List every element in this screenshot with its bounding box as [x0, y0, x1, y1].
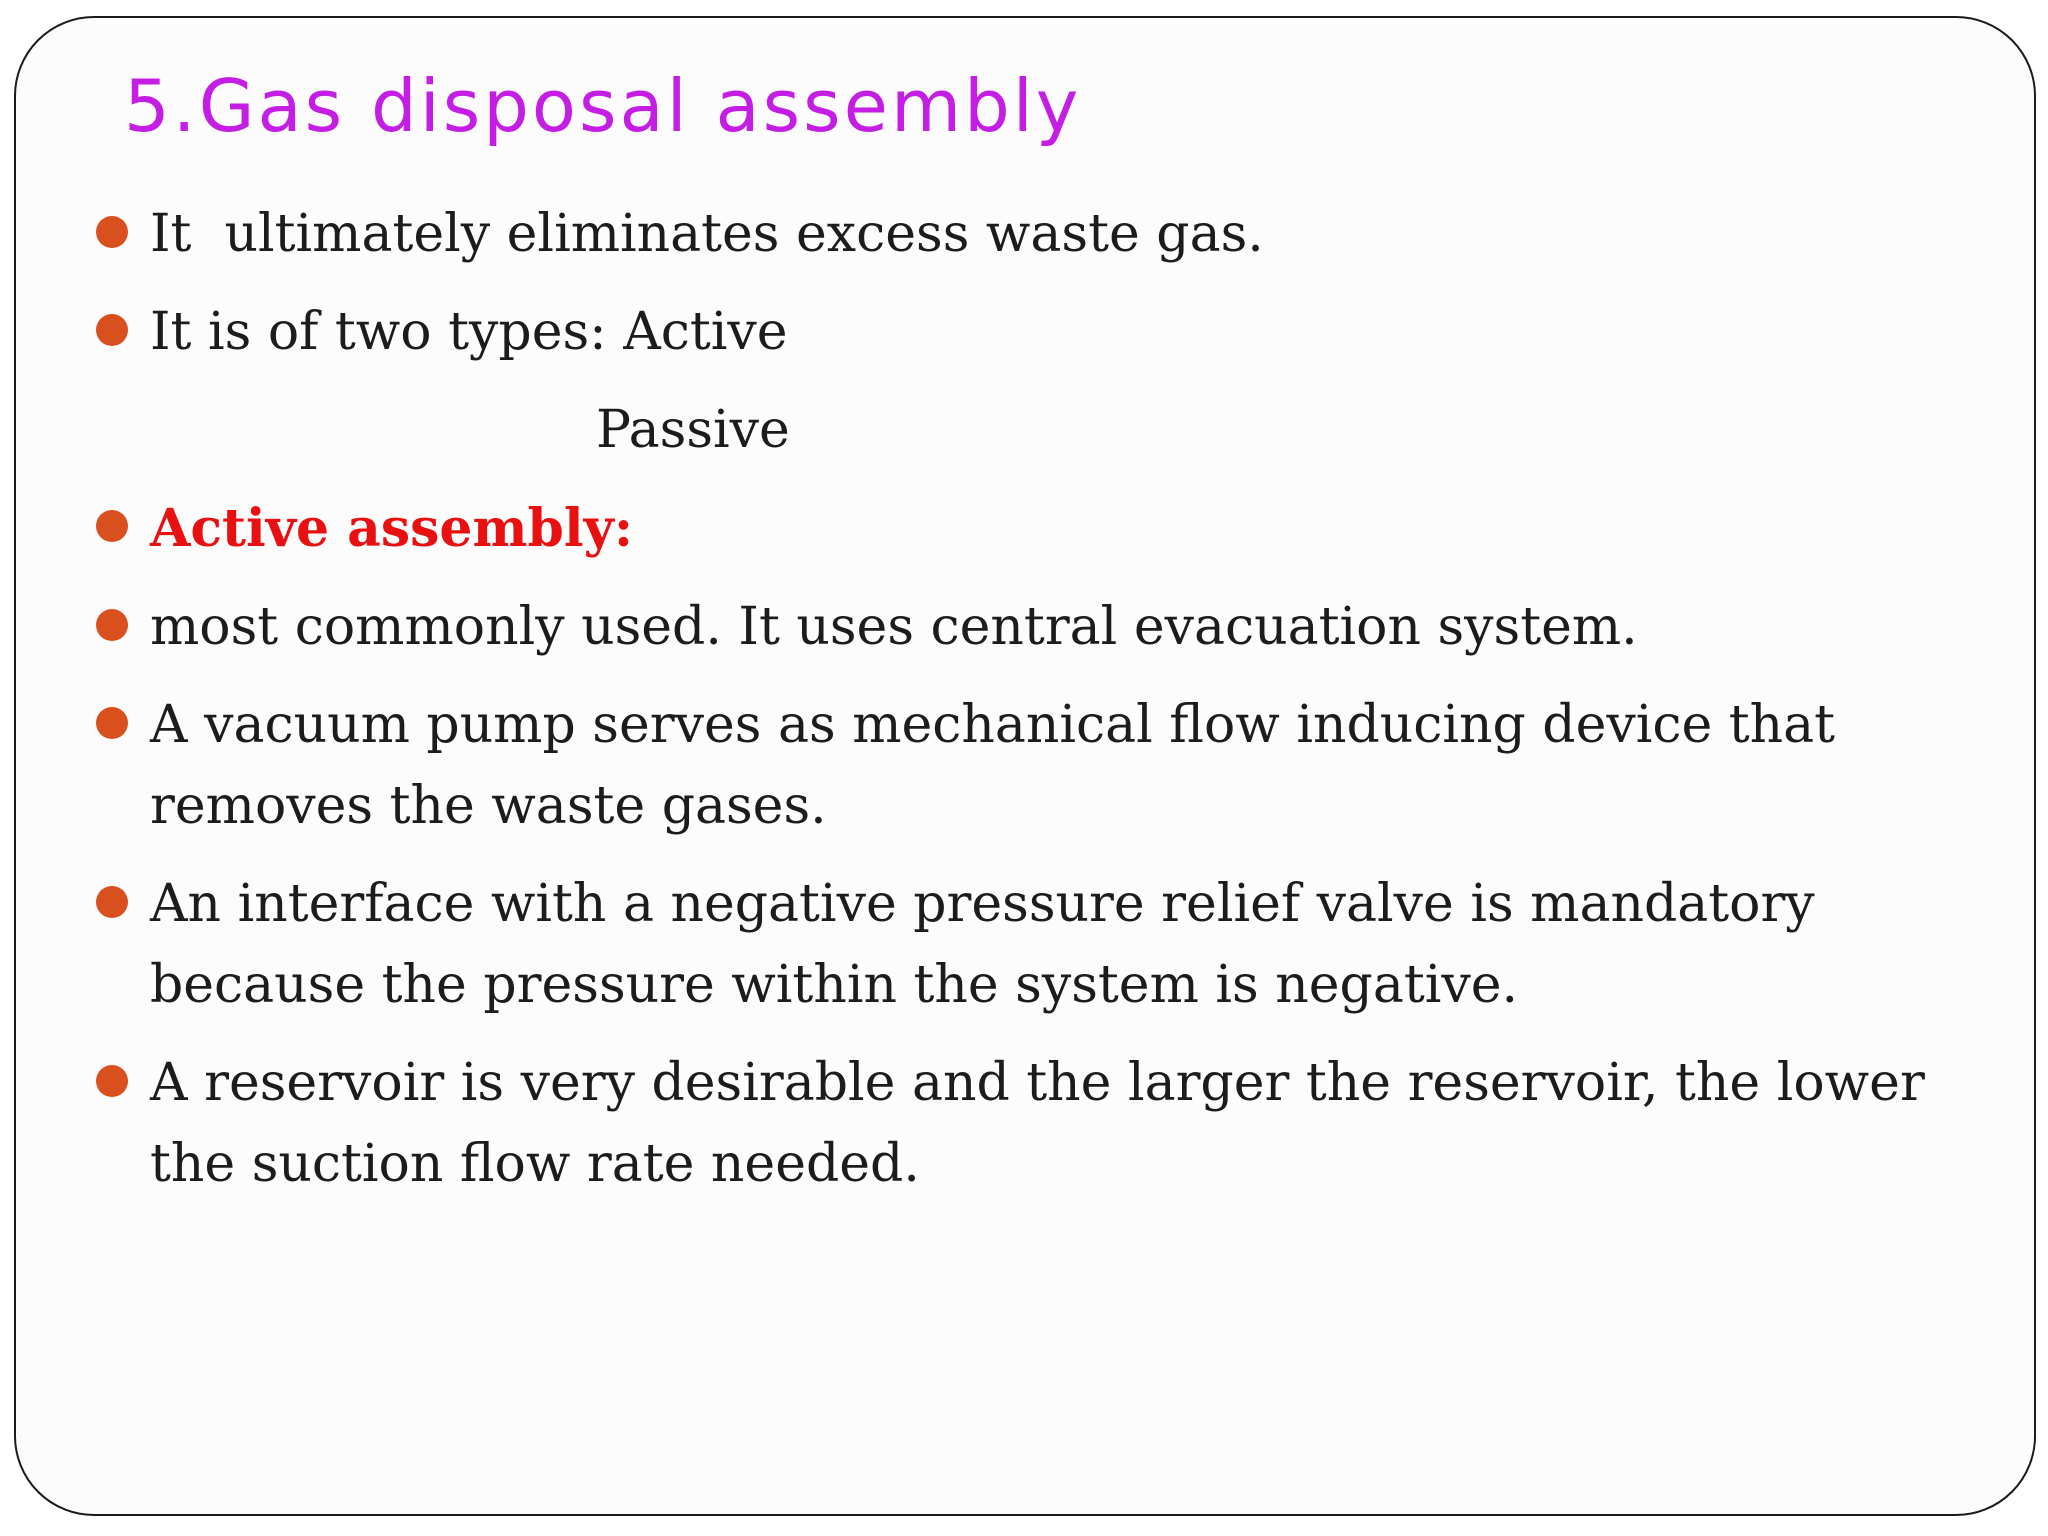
bullet-item [96, 864, 1976, 1026]
bullet-text: It ultimately eliminates excess waste gas. [150, 204, 1264, 264]
bullet-dot-icon [96, 510, 128, 542]
bullet-dot-icon [96, 609, 128, 641]
bullet-item [96, 194, 1976, 275]
bullet-text: most commonly used. It uses central evacuation system. [150, 597, 1638, 657]
bullet-dot-icon [96, 216, 128, 248]
bullet-text: It is of two types: Active [150, 302, 788, 362]
bullet-dot-icon [96, 314, 128, 346]
bullet-list [96, 194, 1976, 1222]
bullet-text: An interface with a negative pressure relief valve is mandatory because the pressure within the system is negative. [150, 874, 1848, 1015]
bullet-text: A reservoir is very desirable and the larger the reservoir, the lower the suction flow rate needed. [150, 1053, 1942, 1194]
bullet-item [96, 390, 1976, 471]
bullet-item [96, 685, 1976, 847]
slide [14, 16, 2036, 1516]
slide-title: 5.Gas disposal assembly [124, 64, 1082, 148]
bullet-text: Passive [596, 400, 790, 460]
bullet-dot-icon [96, 707, 128, 739]
bullet-heading-text: Active assembly: [150, 498, 634, 559]
bullet-item [96, 488, 1976, 570]
bullet-text: A vacuum pump serves as mechanical flow inducing device that removes the waste gases. [150, 695, 1852, 836]
bullet-dot-icon [96, 1065, 128, 1097]
bullet-dot-icon [96, 886, 128, 918]
bullet-item [96, 292, 1976, 373]
bullet-item [96, 587, 1976, 668]
bullet-item [96, 1043, 1976, 1205]
